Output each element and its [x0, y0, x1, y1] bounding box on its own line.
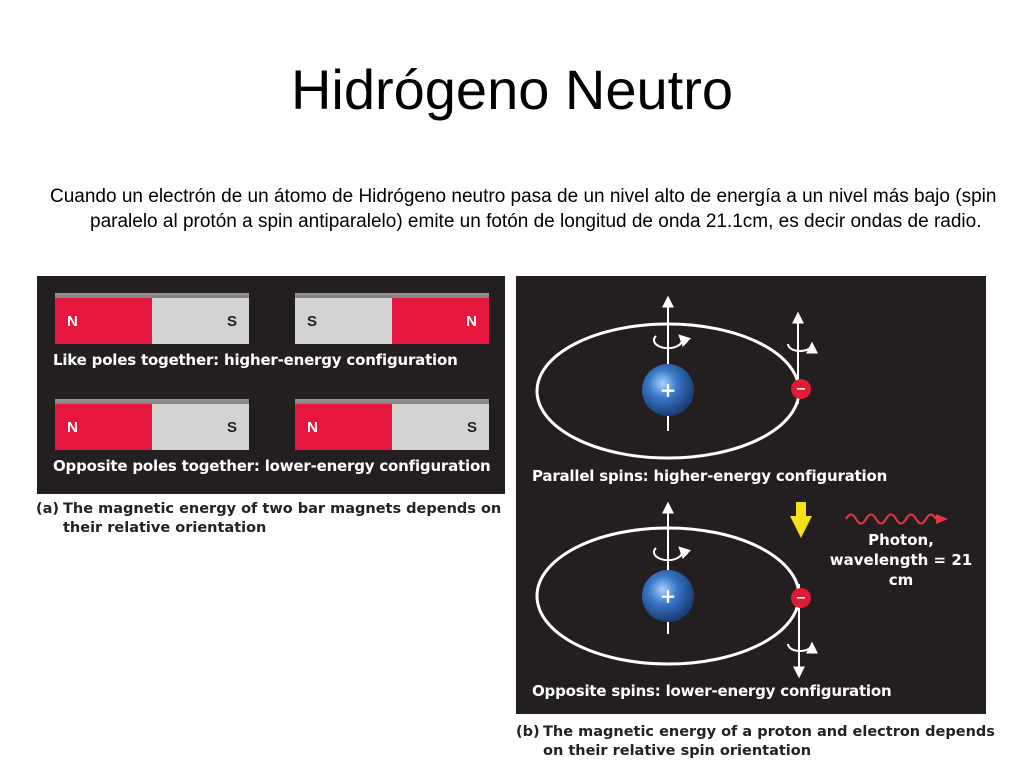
- magnet-pole: N: [55, 298, 152, 344]
- caption-b-text: The magnetic energy of a proton and electron depends on their relative spin orientation: [543, 724, 995, 759]
- figure-a-bar-magnets: [37, 276, 505, 494]
- down-arrow-icon: [790, 502, 812, 538]
- label-parallel-spins: Parallel spins: higher-energy configuration: [532, 467, 888, 485]
- electron-symbol: −: [795, 591, 807, 606]
- photon-label-line2: wavelength = 21 cm: [829, 551, 973, 589]
- magnet-pole: S: [152, 404, 249, 450]
- photon-label-line1: Photon,: [868, 531, 934, 549]
- caption-b-tag: (b): [516, 724, 540, 740]
- magnet-pole: N: [295, 404, 392, 450]
- label-opposite-spins: Opposite spins: lower-energy configuration: [532, 682, 892, 700]
- spin-diagram: [516, 276, 986, 714]
- magnet-row2-right: [295, 404, 489, 450]
- magnet-pole: S: [152, 298, 249, 344]
- slide-title: Hidrógeno Neutro: [290, 58, 734, 121]
- figure-b-hydrogen-spin: [516, 276, 986, 714]
- atom-parallel: [537, 298, 812, 458]
- magnet-row2-left: [55, 404, 249, 450]
- atom-opposite: [537, 504, 812, 676]
- caption-a: [36, 500, 506, 538]
- magnet-row1-left: [55, 298, 249, 344]
- caption-b: [516, 723, 996, 761]
- photon-wave: [846, 515, 936, 524]
- magnet-pole: N: [392, 298, 489, 344]
- electron-rotation-icon: [788, 344, 812, 351]
- magnet-pole: S: [295, 298, 392, 344]
- photon-label: [816, 530, 986, 590]
- magnet-row1-right: [295, 298, 489, 344]
- magnet-pole: S: [392, 404, 489, 450]
- proton-symbol: +: [659, 584, 677, 608]
- caption-a-tag: (a): [36, 501, 60, 517]
- photon-arrowhead: [936, 514, 948, 524]
- proton-symbol: +: [659, 378, 677, 402]
- label-opposite-poles: Opposite poles together: lower-energy configuration: [53, 457, 491, 475]
- caption-a-text: The magnetic energy of two bar magnets depends on their relative orientation: [63, 501, 502, 536]
- slide-body-text: Cuando un electrón de un átomo de Hidrógeno neutro pasa de un nivel alto de energía a un nivel más bajo (spin paralelo al protón a spin antiparalelo) emite un fotón de longitud de onda 21.1cm, es decir ondas de radio.: [50, 186, 997, 232]
- label-like-poles: Like poles together: higher-energy configuration: [53, 351, 458, 369]
- electron-symbol: −: [795, 382, 807, 397]
- magnet-pole: N: [55, 404, 152, 450]
